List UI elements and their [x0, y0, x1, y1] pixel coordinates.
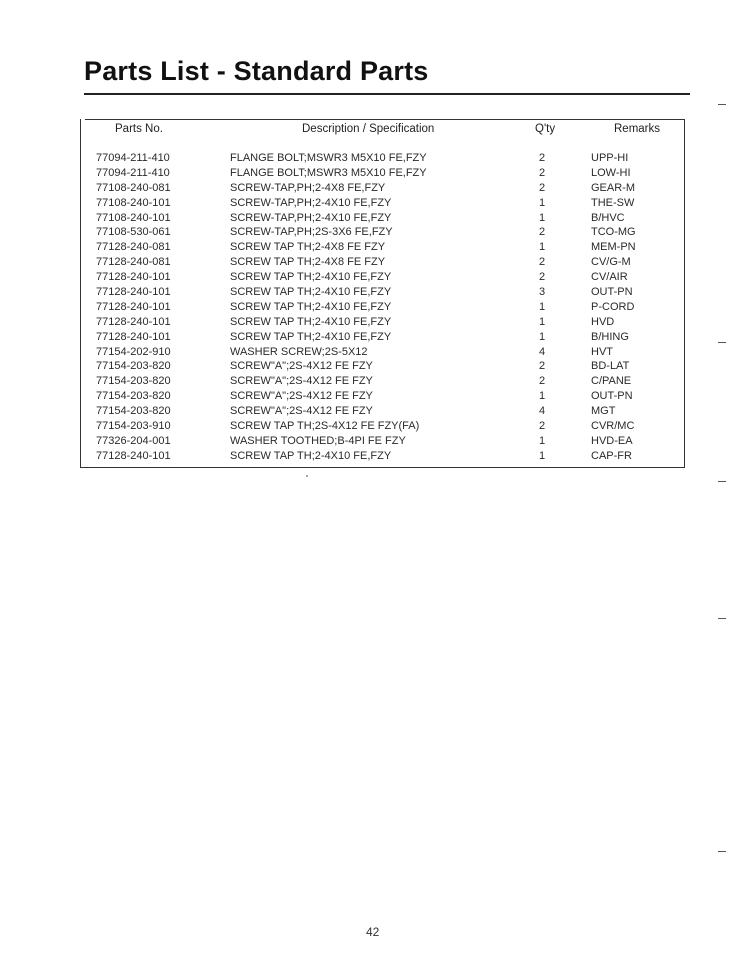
cell-remarks: OUT-PN: [591, 286, 633, 299]
cell-description: SCREW TAP TH;2-4X8 FE FZY: [230, 241, 386, 254]
cell-qty: 1: [539, 300, 546, 313]
cell-part-no: 77326-204-001: [96, 434, 171, 447]
cell-qty: 2: [539, 271, 546, 284]
cell-qty: 1: [539, 315, 546, 328]
cell-qty: 2: [539, 181, 546, 194]
title-underline: [84, 93, 690, 95]
cell-remarks: UPP-HI: [591, 152, 629, 164]
table-row: [81, 374, 684, 389]
cell-qty: 2: [539, 360, 546, 373]
cell-description: SCREW TAP TH;2S-4X12 FE FZY(FA): [230, 420, 420, 433]
table-row: [81, 434, 684, 449]
column-header-remarks: Remarks: [614, 123, 661, 135]
cell-qty: 2: [539, 166, 546, 179]
cell-remarks: GEAR-M: [591, 181, 635, 194]
cell-remarks: C/PANE: [591, 375, 632, 388]
table-header-row: [81, 123, 684, 141]
cell-remarks: CV/AIR: [591, 271, 628, 284]
column-header-description: Description / Specification: [302, 123, 435, 135]
cell-description: SCREW TAP TH;2-4X10 FE,FZY: [230, 286, 392, 299]
cell-remarks: THE-SW: [591, 196, 635, 209]
table-row: [81, 330, 684, 345]
cell-part-no: 77128-240-081: [96, 256, 171, 269]
column-header-part-no: Parts No.: [115, 123, 163, 135]
margin-mark: [718, 618, 726, 619]
table-row: [81, 270, 684, 285]
cell-remarks: CV/G-M: [591, 256, 631, 269]
cell-description: SCREW"A";2S-4X12 FE FZY: [230, 390, 373, 403]
table-row: [81, 225, 684, 240]
table-row: [81, 359, 684, 374]
table-row: [81, 285, 684, 300]
cell-part-no: 77128-240-101: [96, 300, 171, 313]
cell-qty: 1: [539, 241, 546, 254]
cell-part-no: 77108-240-101: [96, 211, 171, 224]
table-row: [81, 404, 684, 419]
cell-part-no: 77154-203-820: [96, 390, 171, 403]
cell-part-no: 77108-240-081: [96, 181, 171, 194]
cell-qty: 2: [539, 420, 546, 433]
cell-part-no: 77128-240-081: [96, 241, 171, 254]
table-row: [81, 166, 684, 181]
cell-description: FLANGE BOLT;MSWR3 M5X10 FE,FZY: [230, 152, 427, 164]
table-row: [81, 389, 684, 404]
cell-description: SCREW TAP TH;2-4X10 FE,FZY: [230, 330, 392, 343]
column-header-qty: Q'ty: [535, 123, 556, 135]
page-number: 42: [366, 925, 380, 939]
cell-description: SCREW TAP TH;2-4X10 FE,FZY: [230, 449, 392, 462]
cell-remarks: HVD-EA: [591, 434, 633, 447]
cell-remarks: BD-LAT: [591, 360, 630, 373]
cell-description: SCREW"A";2S-4X12 FE FZY: [230, 405, 373, 418]
cell-remarks: B/HVC: [591, 211, 625, 224]
cell-description: SCREW-TAP,PH;2-4X8 FE,FZY: [230, 181, 386, 194]
cell-remarks: LOW-HI: [591, 166, 631, 179]
cell-description: SCREW"A";2S-4X12 FE FZY: [230, 375, 373, 388]
table-row: [81, 255, 684, 270]
cell-remarks: P-CORD: [591, 300, 635, 313]
cell-description: WASHER TOOTHED;B-4PI FE FZY: [230, 434, 406, 447]
cell-description: SCREW"A";2S-4X12 FE FZY: [230, 360, 373, 373]
cell-remarks: CAP-FR: [591, 449, 632, 462]
cell-qty: 3: [539, 286, 546, 299]
cell-remarks: MGT: [591, 405, 616, 418]
cell-qty: 2: [539, 256, 546, 269]
cell-qty: 4: [539, 405, 546, 418]
cell-description: SCREW TAP TH;2-4X10 FE,FZY: [230, 300, 392, 313]
cell-remarks: B/HING: [591, 330, 629, 343]
cell-part-no: 77128-240-101: [96, 315, 171, 328]
table-row: [81, 449, 684, 464]
cell-part-no: 77128-240-101: [96, 449, 171, 462]
parts-table: [80, 119, 685, 468]
cell-part-no: 77128-240-101: [96, 271, 171, 284]
cell-remarks: HVD: [591, 315, 615, 328]
cell-remarks: TCO-MG: [591, 226, 636, 239]
scan-speck: [306, 475, 308, 477]
cell-qty: 2: [539, 152, 546, 164]
table-row: [81, 315, 684, 330]
margin-mark: [718, 481, 726, 482]
cell-description: SCREW TAP TH;2-4X10 FE,FZY: [230, 315, 392, 328]
table-row: [81, 181, 684, 196]
table-row: [81, 211, 684, 226]
cell-qty: 1: [539, 449, 546, 462]
cell-description: SCREW-TAP,PH;2-4X10 FE,FZY: [230, 211, 392, 224]
table-row: [81, 240, 684, 255]
cell-description: SCREW TAP TH;2-4X8 FE FZY: [230, 256, 386, 269]
cell-part-no: 77154-203-820: [96, 375, 171, 388]
page-title: Parts List - Standard Parts: [84, 56, 429, 86]
cell-part-no: 77154-203-910: [96, 420, 171, 433]
cell-qty: 1: [539, 211, 546, 224]
cell-description: SCREW-TAP,PH;2S-3X6 FE,FZY: [230, 226, 393, 239]
cell-qty: 1: [539, 434, 546, 447]
margin-mark: [718, 851, 726, 852]
table-row: [81, 151, 684, 166]
cell-part-no: 77094-211-410: [96, 152, 170, 164]
cell-qty: 1: [539, 330, 546, 343]
table-row: [81, 196, 684, 211]
cell-qty: 2: [539, 226, 546, 239]
cell-part-no: 77094-211-410: [96, 166, 170, 179]
cell-remarks: CVR/MC: [591, 420, 635, 433]
cell-description: SCREW-TAP,PH;2-4X10 FE,FZY: [230, 196, 392, 209]
table-body: [81, 151, 684, 464]
cell-part-no: 77154-202-910: [96, 345, 171, 358]
cell-part-no: 77154-203-820: [96, 360, 171, 373]
table-row: [81, 345, 684, 360]
cell-remarks: HVT: [591, 345, 613, 358]
cell-description: SCREW TAP TH;2-4X10 FE,FZY: [230, 271, 392, 284]
cell-part-no: 77128-240-101: [96, 330, 171, 343]
cell-remarks: OUT-PN: [591, 390, 633, 403]
cell-qty: 4: [539, 345, 546, 358]
cell-part-no: 77108-240-101: [96, 196, 171, 209]
margin-mark: [718, 104, 726, 105]
cell-part-no: 77154-203-820: [96, 405, 171, 418]
cell-qty: 2: [539, 375, 546, 388]
cell-description: WASHER SCREW;2S-5X12: [230, 345, 368, 358]
cell-qty: 1: [539, 196, 546, 209]
table-row: [81, 300, 684, 315]
cell-part-no: 77108-530-061: [96, 226, 171, 239]
cell-description: FLANGE BOLT;MSWR3 M5X10 FE,FZY: [230, 166, 427, 179]
table-row: [81, 419, 684, 434]
margin-mark: [718, 342, 726, 343]
cell-remarks: MEM-PN: [591, 241, 636, 254]
cell-part-no: 77128-240-101: [96, 286, 171, 299]
cell-qty: 1: [539, 390, 546, 403]
